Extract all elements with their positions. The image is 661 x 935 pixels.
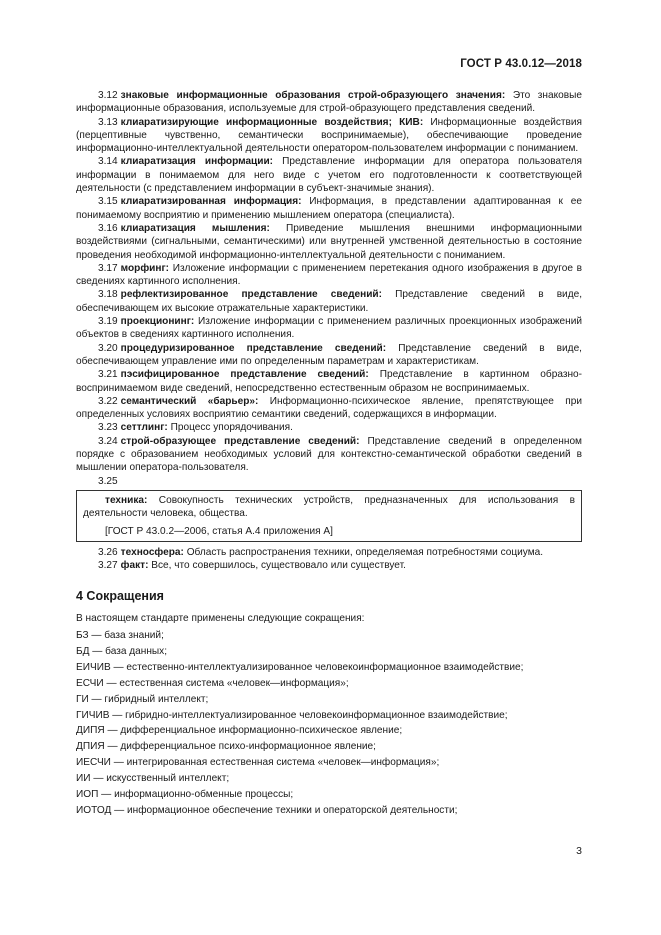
page-number: 3	[576, 845, 582, 857]
document-header: ГОСТ Р 43.0.12—2018	[460, 58, 582, 70]
definition-number: 3.24	[98, 435, 118, 447]
definition-term: техносфера:	[120, 546, 184, 558]
definition-text: Процесс упорядочивания.	[167, 422, 293, 434]
definition-item	[76, 368, 582, 395]
definition-term: клиаратизация мышления:	[120, 222, 270, 234]
definition-number: 3.14	[98, 156, 118, 168]
definition-number: 3.16	[98, 222, 118, 234]
definition-term: пэсифицированное представление сведений:	[120, 369, 369, 381]
abbreviation-item: БД — база данных;	[76, 645, 168, 657]
definition-term: проекционинг:	[120, 316, 195, 328]
abbreviation-item: ИОП — информационно-обменные процессы;	[76, 789, 294, 801]
definition-number: 3.22	[98, 395, 118, 407]
page-content	[76, 89, 582, 819]
definition-number: 3.19	[98, 316, 118, 328]
definition-term: клиаратизирующие информационные воздействия	[120, 116, 389, 128]
definition-term: факт:	[120, 560, 149, 572]
definition-item	[76, 89, 582, 116]
definition-text: Это знаковые информационные образования, используемые для строй-образующего представления сведений.	[76, 90, 582, 115]
definition-item	[76, 195, 582, 222]
definition-number: 3.21	[98, 369, 118, 381]
definition-term: процедуризированное представление сведений:	[120, 342, 387, 354]
definition-text: Область распространения техники, определяемая потребностями социума.	[183, 546, 544, 558]
abbreviation-item: ДИПЯ — дифференциальное информационно-психическое явление;	[76, 725, 403, 737]
abbreviation-item: ЕИЧИВ — естественно-интеллектуализированное человекоинформационное взаимодействие;	[76, 661, 524, 673]
abbreviations-list	[76, 628, 582, 819]
definition-item	[76, 155, 582, 195]
definition-item	[76, 315, 582, 342]
definition-item	[76, 421, 582, 434]
definition-text: Представление сведений в определенном порядке с образованием необходимых условий для контекстно-семантической обработки сведений в мышлении оператора-пользователя.	[76, 435, 582, 474]
definition-item	[76, 435, 582, 475]
abbreviation-item: ИИ — искусственный интеллект;	[76, 773, 230, 785]
definition-text: Представление информации для оператора пользователя информации в понимаемом для него виде с учетом его подготовленности к соответствующей деятельности (с представлением информации в субъект-значимые знания).	[76, 156, 583, 195]
definition-term: сеттлинг:	[120, 422, 168, 434]
definition-item	[76, 222, 582, 262]
boxed-definition-text	[83, 494, 575, 521]
definition-term: семантический «барьер»:	[120, 395, 259, 407]
definition-text: Представление сведений в виде, обеспечивающем их высокие отражательные характеристики.	[76, 289, 582, 314]
definition-number: 3.26	[98, 546, 118, 558]
abbreviation-item: ГИ — гибридный интеллект;	[76, 693, 209, 705]
definition-number: 3.23	[98, 422, 118, 434]
definition-item	[76, 395, 582, 422]
definition-number: 3.27	[98, 560, 118, 572]
abbreviation-item: ДПИЯ — дифференциальное психо-информационное явление;	[76, 741, 376, 753]
definition-text: Информация, в представлении адаптированная к ее понимаемому восприятию и применению мышлением оператора (специалиста).	[76, 196, 582, 221]
definition-item	[76, 116, 582, 156]
definition-item	[76, 559, 582, 572]
definition-text: Информационные воздействия (перцептивные чувственно, семантически воспринимаемые), обеспечивающие проведение информационно-интеллектуальной деятельности оператором-пользователем информации с пониманием.	[76, 116, 583, 155]
abbreviation-item: БЗ — база знаний;	[76, 629, 164, 641]
definition-text: Информационно-психическое явление, препятствующее при определенных условиях восприятию семантики сведений, содержащихся в информации.	[76, 395, 582, 421]
definition-number: 3.12	[98, 90, 118, 101]
definition-text: Изложение информации с применением перетекания одного изображения в другое в сведениях картинного исполнения.	[76, 262, 582, 288]
definition-text: Совокупность технических устройств, предназначенных для использования в деятельности человека, общества.	[83, 494, 575, 520]
abbreviation-item: ИЕСЧИ — интегрированная естественная система «человек—информация»;	[76, 757, 440, 769]
definition-text: Все, что совершилось, существовало или существует.	[148, 560, 406, 572]
definition-term: знаковые информационные образования строй-образующего значения:	[120, 90, 506, 101]
boxed-definition-number: 3.25	[98, 475, 118, 487]
definition-number: 3.20	[98, 342, 118, 354]
section-title: 4 Сокращения	[76, 589, 164, 604]
definitions-list-continued	[76, 546, 582, 573]
definition-abbrev: ; КИВ:	[388, 116, 424, 128]
definition-term: строй-образующее представление сведений:	[120, 435, 360, 447]
definition-term: клиаратизация информации:	[120, 156, 274, 168]
definition-item	[76, 288, 582, 315]
definition-term: морфинг:	[120, 262, 170, 274]
definition-text: Изложение информации с применением различных проекционных изображений объектов в сведениях картинного исполнения.	[76, 316, 582, 341]
abbreviation-item: ИОТОД — информационное обеспечение техники и операторской деятельности;	[76, 804, 458, 816]
definition-text: Представление в картинном образно-воспринимаемом виде сведений, непосредственно естественным образом не воспринимаемых.	[76, 369, 582, 394]
definition-term: клиаратизированная информация:	[120, 196, 302, 208]
definition-item	[76, 342, 582, 369]
definition-number: 3.15	[98, 196, 118, 208]
abbreviation-item: ЕСЧИ — естественная система «человек—информация»;	[76, 677, 349, 689]
definition-number: 3.17	[98, 262, 118, 274]
abbreviation-item: ГИЧИВ — гибридно-интеллектуализированное человекоинформационное взаимодействие;	[76, 709, 508, 721]
definition-number: 3.13	[98, 116, 118, 128]
definition-text: Представление сведений в виде, обеспечивающем управление ими по определенным параметрам и характеристикам.	[76, 342, 582, 367]
boxed-definition-reference: [ГОСТ Р 43.0.2—2006, статья А.4 приложения А]	[105, 525, 333, 537]
definition-item	[76, 546, 582, 559]
definition-term: техника:	[105, 494, 148, 506]
definition-number: 3.18	[98, 289, 118, 301]
definitions-list	[76, 89, 582, 475]
section-intro: В настоящем стандарте применены следующие сокращения:	[76, 612, 365, 624]
definition-text: Приведение мышления внешними информационными воздействиями (сигнальными, семантическими) или внутренней умственной деятельностью в состояние проведения необходимой информационно-интеллектуальной деятельности с пониманием.	[76, 222, 582, 261]
definition-item	[76, 262, 582, 289]
boxed-definition	[76, 490, 582, 542]
definition-term: рефлектизированное представление сведений:	[120, 289, 382, 301]
